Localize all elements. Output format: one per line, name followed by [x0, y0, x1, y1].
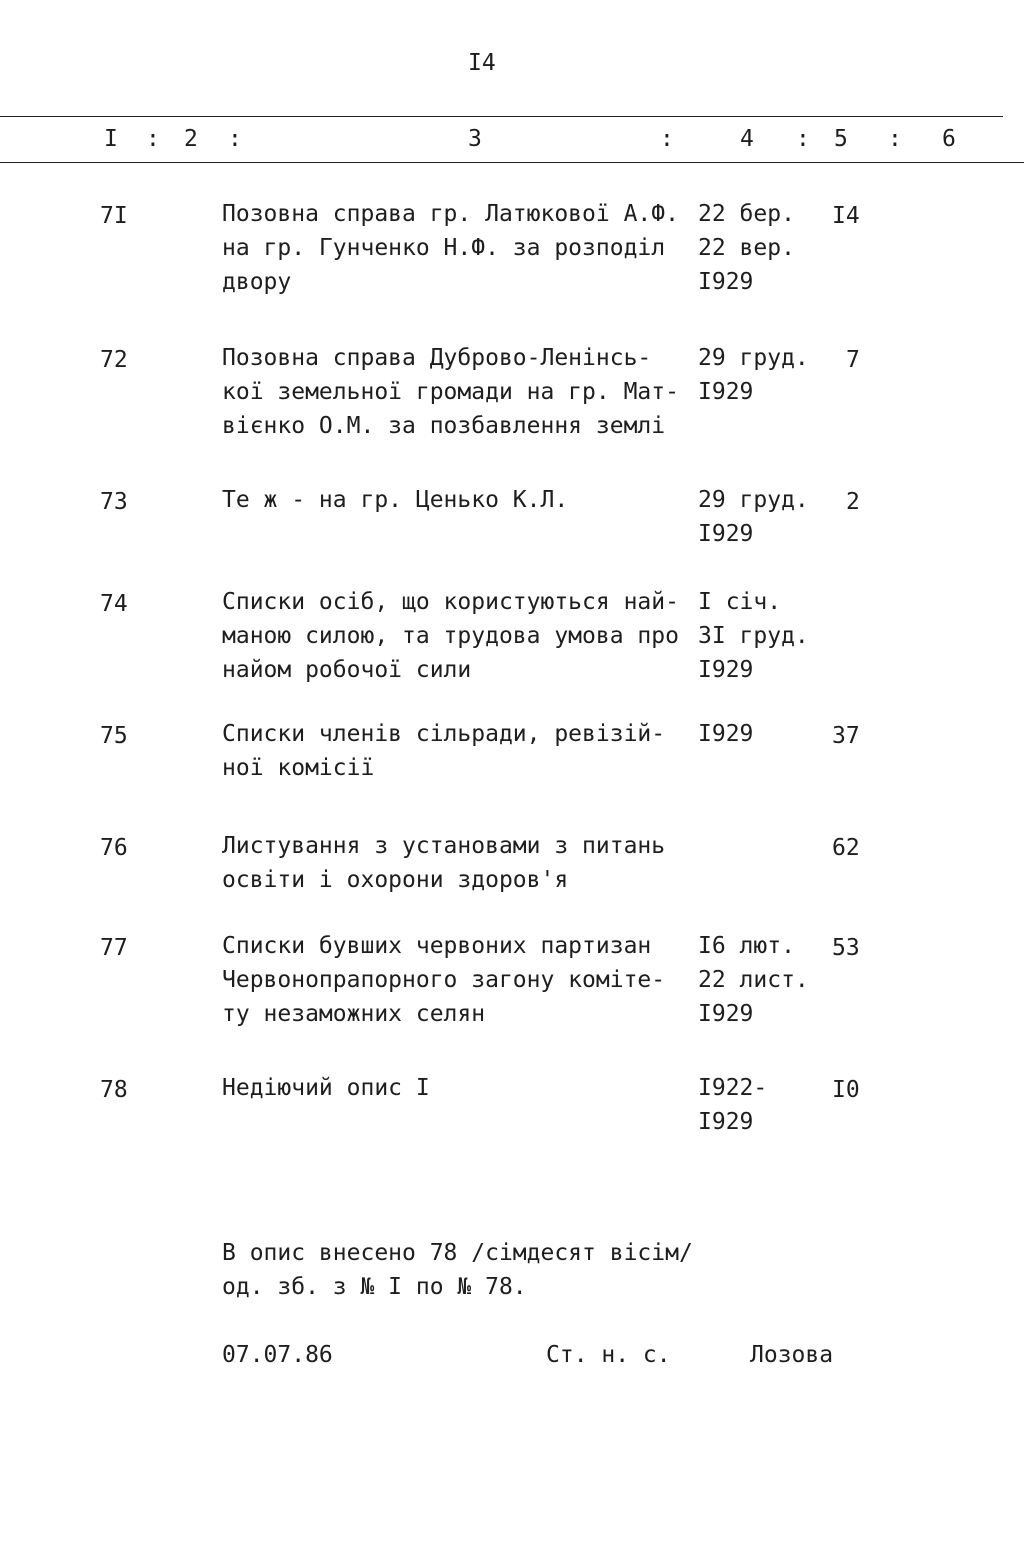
footer-date: 07.07.86 [222, 1342, 333, 1368]
item-date-line: I929 [698, 521, 754, 547]
item-date-line: 22 вер. [698, 235, 795, 261]
item-title-line: Червонопрапорного загону коміте- [222, 967, 666, 993]
item-dates [698, 717, 753, 751]
col-header-5: 5 [834, 126, 848, 152]
item-title [222, 341, 682, 443]
item-title-line: на гр. Гунченко Н.Ф. за розподіл [222, 235, 666, 261]
item-title-line: Списки членів сільради, ревізій- [222, 721, 666, 747]
item-date-line: 22 бер. [698, 201, 795, 227]
summary-line: од. зб. з № I по № 78. [222, 1274, 527, 1300]
item-title-line: двору [222, 269, 292, 295]
item-number: 78 [100, 1077, 128, 1103]
item-dates [698, 585, 809, 687]
header-top-rule [0, 116, 1003, 117]
item-title-line: Позовна справа Дуброво-Ленінсь- [222, 345, 652, 371]
item-sheets: 2 [846, 489, 860, 515]
item-dates [698, 929, 809, 1031]
item-dates [698, 1071, 767, 1139]
summary-note [222, 1236, 742, 1304]
item-number: 74 [100, 591, 128, 617]
item-title-line: Позовна справа гр. Латюкової А.Ф. [222, 201, 679, 227]
item-sheets: 53 [832, 935, 860, 961]
item-date-line: 29 груд. [698, 487, 809, 513]
item-title [222, 929, 682, 1031]
item-date-line: I929 [698, 1109, 754, 1135]
item-title-line: Списки бувших червоних партизан [222, 933, 652, 959]
col-separator: : [888, 126, 902, 152]
col-separator: : [228, 126, 242, 152]
item-title-line: Списки осіб, що користуються най- [222, 589, 679, 615]
footer-name: Лозова [750, 1342, 834, 1368]
item-number: 75 [100, 723, 128, 749]
header-bottom-rule [0, 162, 1024, 163]
item-number: 77 [100, 935, 128, 961]
item-date-line: I929 [698, 721, 754, 747]
item-title [222, 197, 682, 299]
col-header-3: 3 [468, 126, 482, 152]
footer-position: Ст. н. с. [546, 1342, 671, 1368]
item-title [222, 829, 682, 897]
item-number: 76 [100, 835, 128, 861]
page-number: I4 [468, 50, 496, 76]
item-title-line: ної комісії [222, 755, 375, 781]
item-date-line: I січ. [698, 589, 782, 615]
item-date-line: 22 лист. [698, 967, 809, 993]
item-sheets: I4 [832, 203, 860, 229]
item-date-line: 3I груд. [698, 623, 809, 649]
col-header-6: 6 [942, 126, 956, 152]
item-sheets: 7 [846, 347, 860, 373]
item-date-line: I929 [698, 379, 754, 405]
item-title-line: маною силою, та трудова умова про [222, 623, 679, 649]
col-separator: : [660, 126, 674, 152]
item-sheets: 37 [832, 723, 860, 749]
item-title-line: кої земельної громади на гр. Мат- [222, 379, 679, 405]
item-title [222, 585, 682, 687]
item-number: 73 [100, 489, 128, 515]
item-dates [698, 341, 809, 409]
summary-line: В опис внесено 78 /сімдесят вісім/ [222, 1240, 693, 1266]
col-separator: : [796, 126, 810, 152]
item-date-line: I6 лют. [698, 933, 795, 959]
item-title-line: освіти і охорони здоров'я [222, 867, 569, 893]
col-header-4: 4 [740, 126, 754, 152]
item-dates [698, 483, 809, 551]
item-title-line: Те ж - на гр. Ценько К.Л. [222, 487, 569, 513]
item-sheets: I0 [832, 1077, 860, 1103]
item-title-line: ту незаможних селян [222, 1001, 486, 1027]
item-title [222, 717, 682, 785]
item-title [222, 483, 682, 517]
col-header-2: 2 [184, 126, 198, 152]
col-separator: : [146, 126, 160, 152]
item-title [222, 1071, 682, 1105]
item-sheets: 62 [832, 835, 860, 861]
item-title-line: Листування з установами з питань [222, 833, 666, 859]
item-title-line: Недіючий опис I [222, 1075, 430, 1101]
item-dates [698, 197, 795, 299]
item-date-line: I922- [698, 1075, 768, 1101]
item-number: 72 [100, 347, 128, 373]
item-title-line: найом робочої сили [222, 657, 472, 683]
item-number: 7I [100, 203, 128, 229]
item-date-line: I929 [698, 1001, 754, 1027]
item-date-line: I929 [698, 269, 754, 295]
col-header-1: I [104, 126, 118, 152]
item-date-line: 29 груд. [698, 345, 809, 371]
item-title-line: вієнко О.М. за позбавлення землі [222, 413, 666, 439]
item-date-line: I929 [698, 657, 754, 683]
